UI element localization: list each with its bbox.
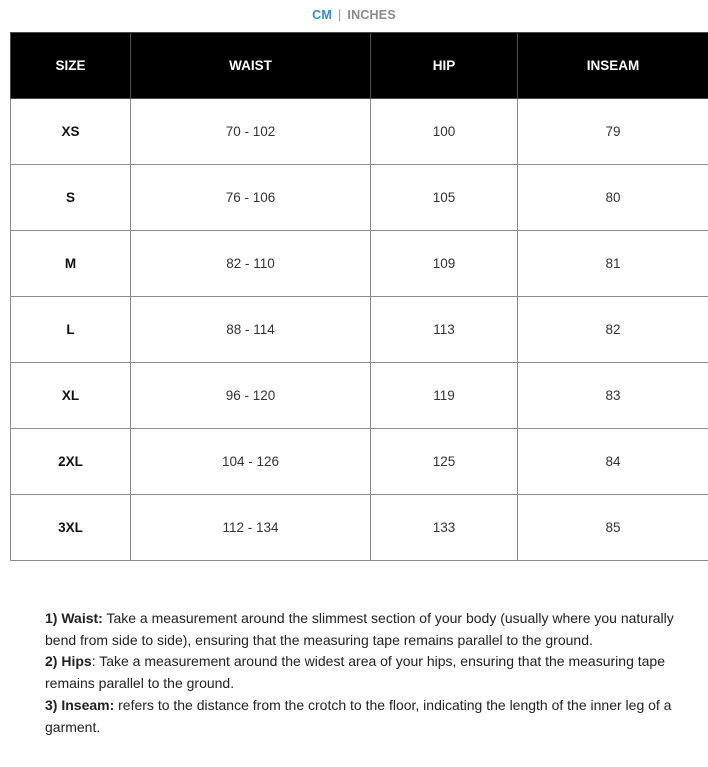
inseam-cell: 85 xyxy=(518,495,708,561)
table-row xyxy=(11,297,708,363)
waist-cell: 70 - 102 xyxy=(131,99,371,165)
waist-cell: 76 - 106 xyxy=(131,165,371,231)
waist-cell: 96 - 120 xyxy=(131,363,371,429)
waist-cell: 112 - 134 xyxy=(131,495,371,561)
hip-cell: 113 xyxy=(371,297,518,363)
size-cell: XL xyxy=(11,363,131,429)
hip-cell: 133 xyxy=(371,495,518,561)
inseam-cell: 83 xyxy=(518,363,708,429)
size-chart-table xyxy=(10,32,708,561)
waist-cell: 104 - 126 xyxy=(131,429,371,495)
unit-cm-button[interactable]: CM xyxy=(312,8,332,22)
note-hips xyxy=(45,651,700,694)
table-row xyxy=(11,231,708,297)
table-row xyxy=(11,99,708,165)
unit-toggle xyxy=(0,8,708,24)
size-cell: S xyxy=(11,165,131,231)
hip-cell: 100 xyxy=(371,99,518,165)
note-text-waist: Take a measurement around the slimmest section of your body (usually where you naturally bend from side to side), ensuring that the measuring tape remains parallel to the ground. xyxy=(45,610,674,648)
header-waist: WAIST xyxy=(131,33,371,99)
size-cell: L xyxy=(11,297,131,363)
note-term-waist: 1) Waist: xyxy=(45,610,103,626)
hip-cell: 119 xyxy=(371,363,518,429)
inseam-cell: 84 xyxy=(518,429,708,495)
table-row xyxy=(11,165,708,231)
hip-cell: 105 xyxy=(371,165,518,231)
note-term-inseam: 3) Inseam: xyxy=(45,696,115,713)
header-row xyxy=(11,33,708,99)
inseam-cell: 81 xyxy=(518,231,708,297)
size-chart-header xyxy=(11,33,708,99)
size-chart-body xyxy=(11,99,708,561)
waist-cell: 88 - 114 xyxy=(131,297,371,363)
inseam-cell: 82 xyxy=(518,297,708,363)
measurement-notes xyxy=(45,608,700,738)
hip-cell: 125 xyxy=(371,429,518,495)
table-row xyxy=(11,495,708,561)
note-waist xyxy=(45,608,700,651)
table-row xyxy=(11,429,708,495)
size-cell: M xyxy=(11,231,131,297)
header-hip: HIP xyxy=(371,33,518,99)
size-cell: 2XL xyxy=(11,429,131,495)
note-inseam xyxy=(45,695,700,738)
note-text-inseam: refers to the distance from the crotch to the floor, indicating the length of the inner leg of a garment. xyxy=(45,696,672,735)
inseam-cell: 80 xyxy=(518,165,708,231)
size-cell: 3XL xyxy=(11,495,131,561)
inseam-cell: 79 xyxy=(518,99,708,165)
unit-inches-button[interactable]: INCHES xyxy=(347,8,396,22)
header-size: SIZE xyxy=(11,33,131,99)
size-cell: XS xyxy=(11,99,131,165)
note-term-hips: 2) Hips xyxy=(45,653,92,670)
table-row xyxy=(11,363,708,429)
note-text-hips: : Take a measurement around the widest area of your hips, ensuring that the measuring tape remains parallel to the ground. xyxy=(45,653,665,692)
waist-cell: 82 - 110 xyxy=(131,231,371,297)
unit-separator: | xyxy=(337,8,342,22)
hip-cell: 109 xyxy=(371,231,518,297)
header-inseam: INSEAM xyxy=(518,33,708,99)
